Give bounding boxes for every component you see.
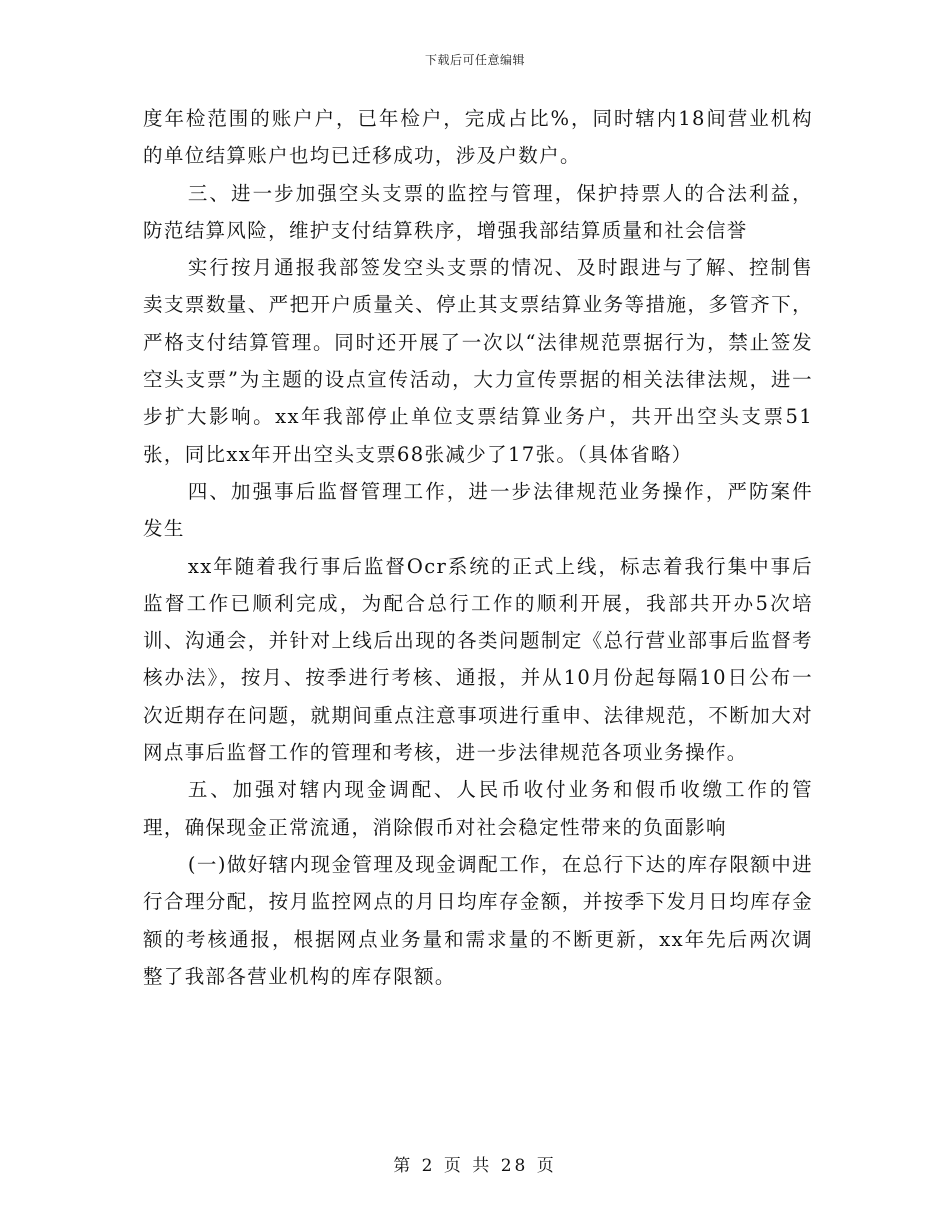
page-header-note: 下载后可任意编辑	[424, 53, 525, 67]
paragraph: xx年随着我行事后监督Ocr系统的正式上线，标志着我行集中事后监督工作已顺利完成，为配合总行工作的顺利开展，我部共开办5次培训、沟通会，并针对上线后出现的各类问题制定《总行营业部事后监督考核办法》，按月、按季进行考核、通报，并从10月份起每隔10日公布一次近期存在问题，就期间重点注意事项进行重申、法律规范，不断加大对网点事后监督工作的管理和考核，进一步法律规范各项业务操作。	[143, 554, 813, 765]
document-body	[143, 100, 813, 995]
page-number: 第 2 页 共 28 页	[393, 1156, 557, 1176]
paragraph: 实行按月通报我部签发空头支票的情况、及时跟进与了解、控制售卖支票数量、严把开户质量关、停止其支票结算业务等措施，多管齐下，严格支付结算管理。同时还开展了一次以“法律规范票据行为，禁止签发空头支票”为主题的设点宣传活动，大力宣传票据的相关法律法规，进一步扩大影响。xx年我部停止单位支票结算业务户，共开出空头支票51张，同比xx年开出空头支票68张减少了17张。（具体省略）	[143, 256, 813, 466]
section-heading-4: 四、加强事后监督管理工作，进一步法律规范业务操作，严防案件发生	[143, 479, 813, 541]
paragraph-continued: 度年检范围的账户户，已年检户，完成占比%，同时辖内18间营业机构的单位结算账户也均已迁移成功，涉及户数户。	[143, 107, 813, 168]
section-heading-5: 五、加强对辖内现金调配、人民币收付业务和假币收缴工作的管理，确保现金正常流通，消除假币对社会稳定性带来的负面影响	[143, 778, 813, 839]
section-heading-3: 三、进一步加强空头支票的监控与管理，保护持票人的合法利益，防范结算风险，维护支付结算秩序，增强我部结算质量和社会信誉	[143, 181, 813, 242]
paragraph: (一)做好辖内现金管理及现金调配工作，在总行下达的库存限额中进行合理分配，按月监控网点的月日均库存金额，并按季下发月日均库存金额的考核通报，根据网点业务量和需求量的不断更新，xx年先后两次调整了我部各营业机构的库存限额。	[143, 852, 813, 988]
